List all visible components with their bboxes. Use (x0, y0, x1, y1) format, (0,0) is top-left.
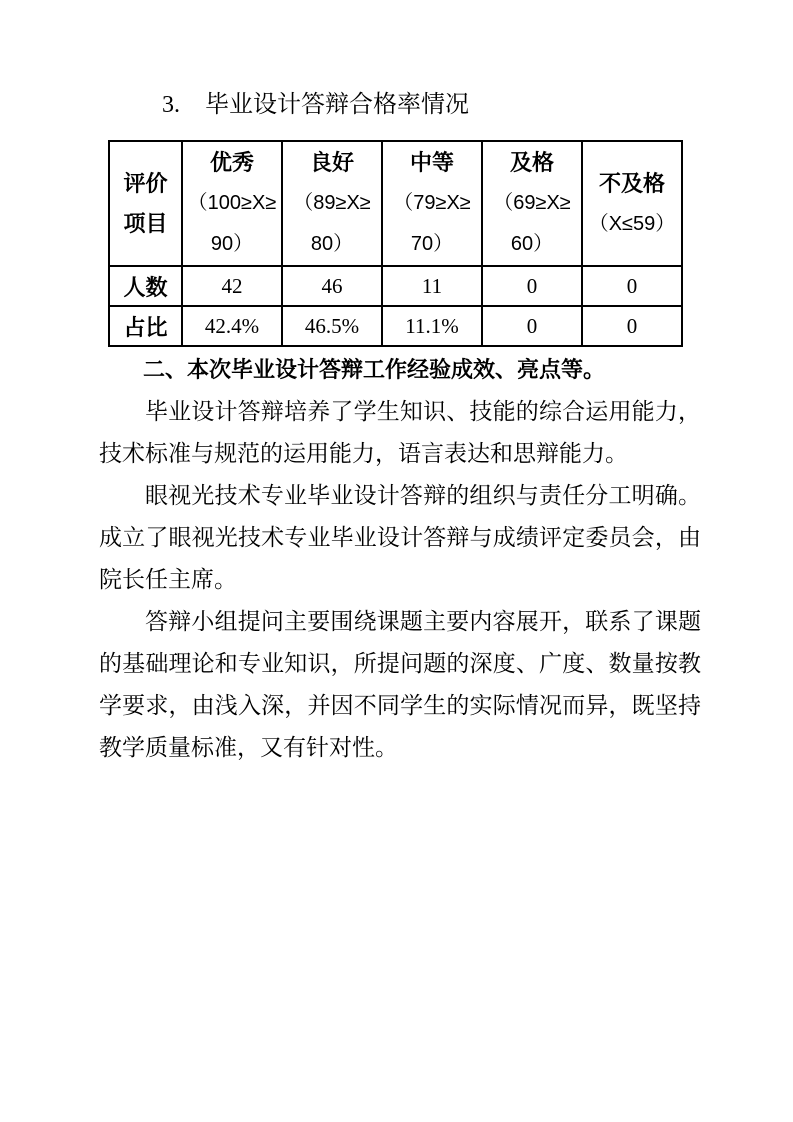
grade-range-line: （69≥X≥ (493, 192, 571, 214)
body-paragraph: 毕业设计答辩培养了学生知识、技能的综合运用能力，技术标准与规范的运用能力，语言表达和思辩能力。 (99, 399, 701, 466)
table-cell: 11.1% (382, 306, 482, 346)
table-cell: 0 (482, 306, 582, 346)
table-cell: 11 (382, 266, 482, 306)
body-paragraph: 答辩小组提问主要围绕课题主要内容展开，联系了课题的基础理论和专业知识，所提问题的深度、广度、数量按教学要求，由浅入深，并因不同学生的实际情况而异，既坚持教学质量标准，又有针对性。 (99, 609, 701, 760)
grade-range-line: 60） (510, 233, 554, 255)
corner-label-line: 评价 (123, 170, 168, 196)
table-cell: 0 (582, 306, 682, 346)
table-cell: 42.4% (182, 306, 282, 346)
heading-number: 3. (162, 92, 180, 118)
heading-title: 毕业设计答辩合格率情况 (205, 92, 469, 118)
table-row-percentage (109, 306, 682, 346)
header-cell-fail (582, 141, 682, 266)
table-cell: 0 (482, 266, 582, 306)
section-heading: 二、本次毕业设计答辩工作经验成效、亮点等。 (143, 357, 606, 382)
table-row-count (109, 266, 682, 306)
grade-range-line: 90） (210, 233, 254, 255)
pass-rate-table (108, 140, 683, 347)
table-cell: 46.5% (282, 306, 382, 346)
header-cell-medium (382, 141, 482, 266)
table-cell: 46 (282, 266, 382, 306)
grade-title: 良好 (309, 150, 354, 175)
grade-range-line: （79≥X≥ (393, 192, 471, 214)
grade-title: 不及格 (598, 170, 665, 196)
grade-title: 优秀 (209, 150, 254, 175)
table-cell: 42 (182, 266, 282, 306)
header-cell-pass (482, 141, 582, 266)
grade-title: 中等 (409, 150, 454, 175)
corner-label-line: 项目 (123, 210, 168, 236)
table-header-row (109, 141, 682, 266)
row-label: 占比 (109, 306, 182, 346)
row-label: 人数 (109, 266, 182, 306)
grade-range-line: 70） (410, 233, 454, 255)
grade-range-line: （X≤59） (588, 212, 676, 235)
grade-range-line: （89≥X≥ (293, 192, 371, 214)
numbered-heading (99, 84, 701, 126)
body-paragraph: 眼视光技术专业毕业设计答辩的组织与责任分工明确。成立了眼视光技术专业毕业设计答辩与成绩评定委员会，由院长任主席。 (99, 483, 701, 592)
header-cell-excellent (182, 141, 282, 266)
grade-range-line: 80） (310, 233, 354, 255)
header-cell-good (282, 141, 382, 266)
table-corner-cell (109, 141, 182, 266)
grade-range-line: （100≥X≥ (187, 192, 277, 214)
table-cell: 0 (582, 266, 682, 306)
grade-title: 及格 (509, 150, 554, 175)
